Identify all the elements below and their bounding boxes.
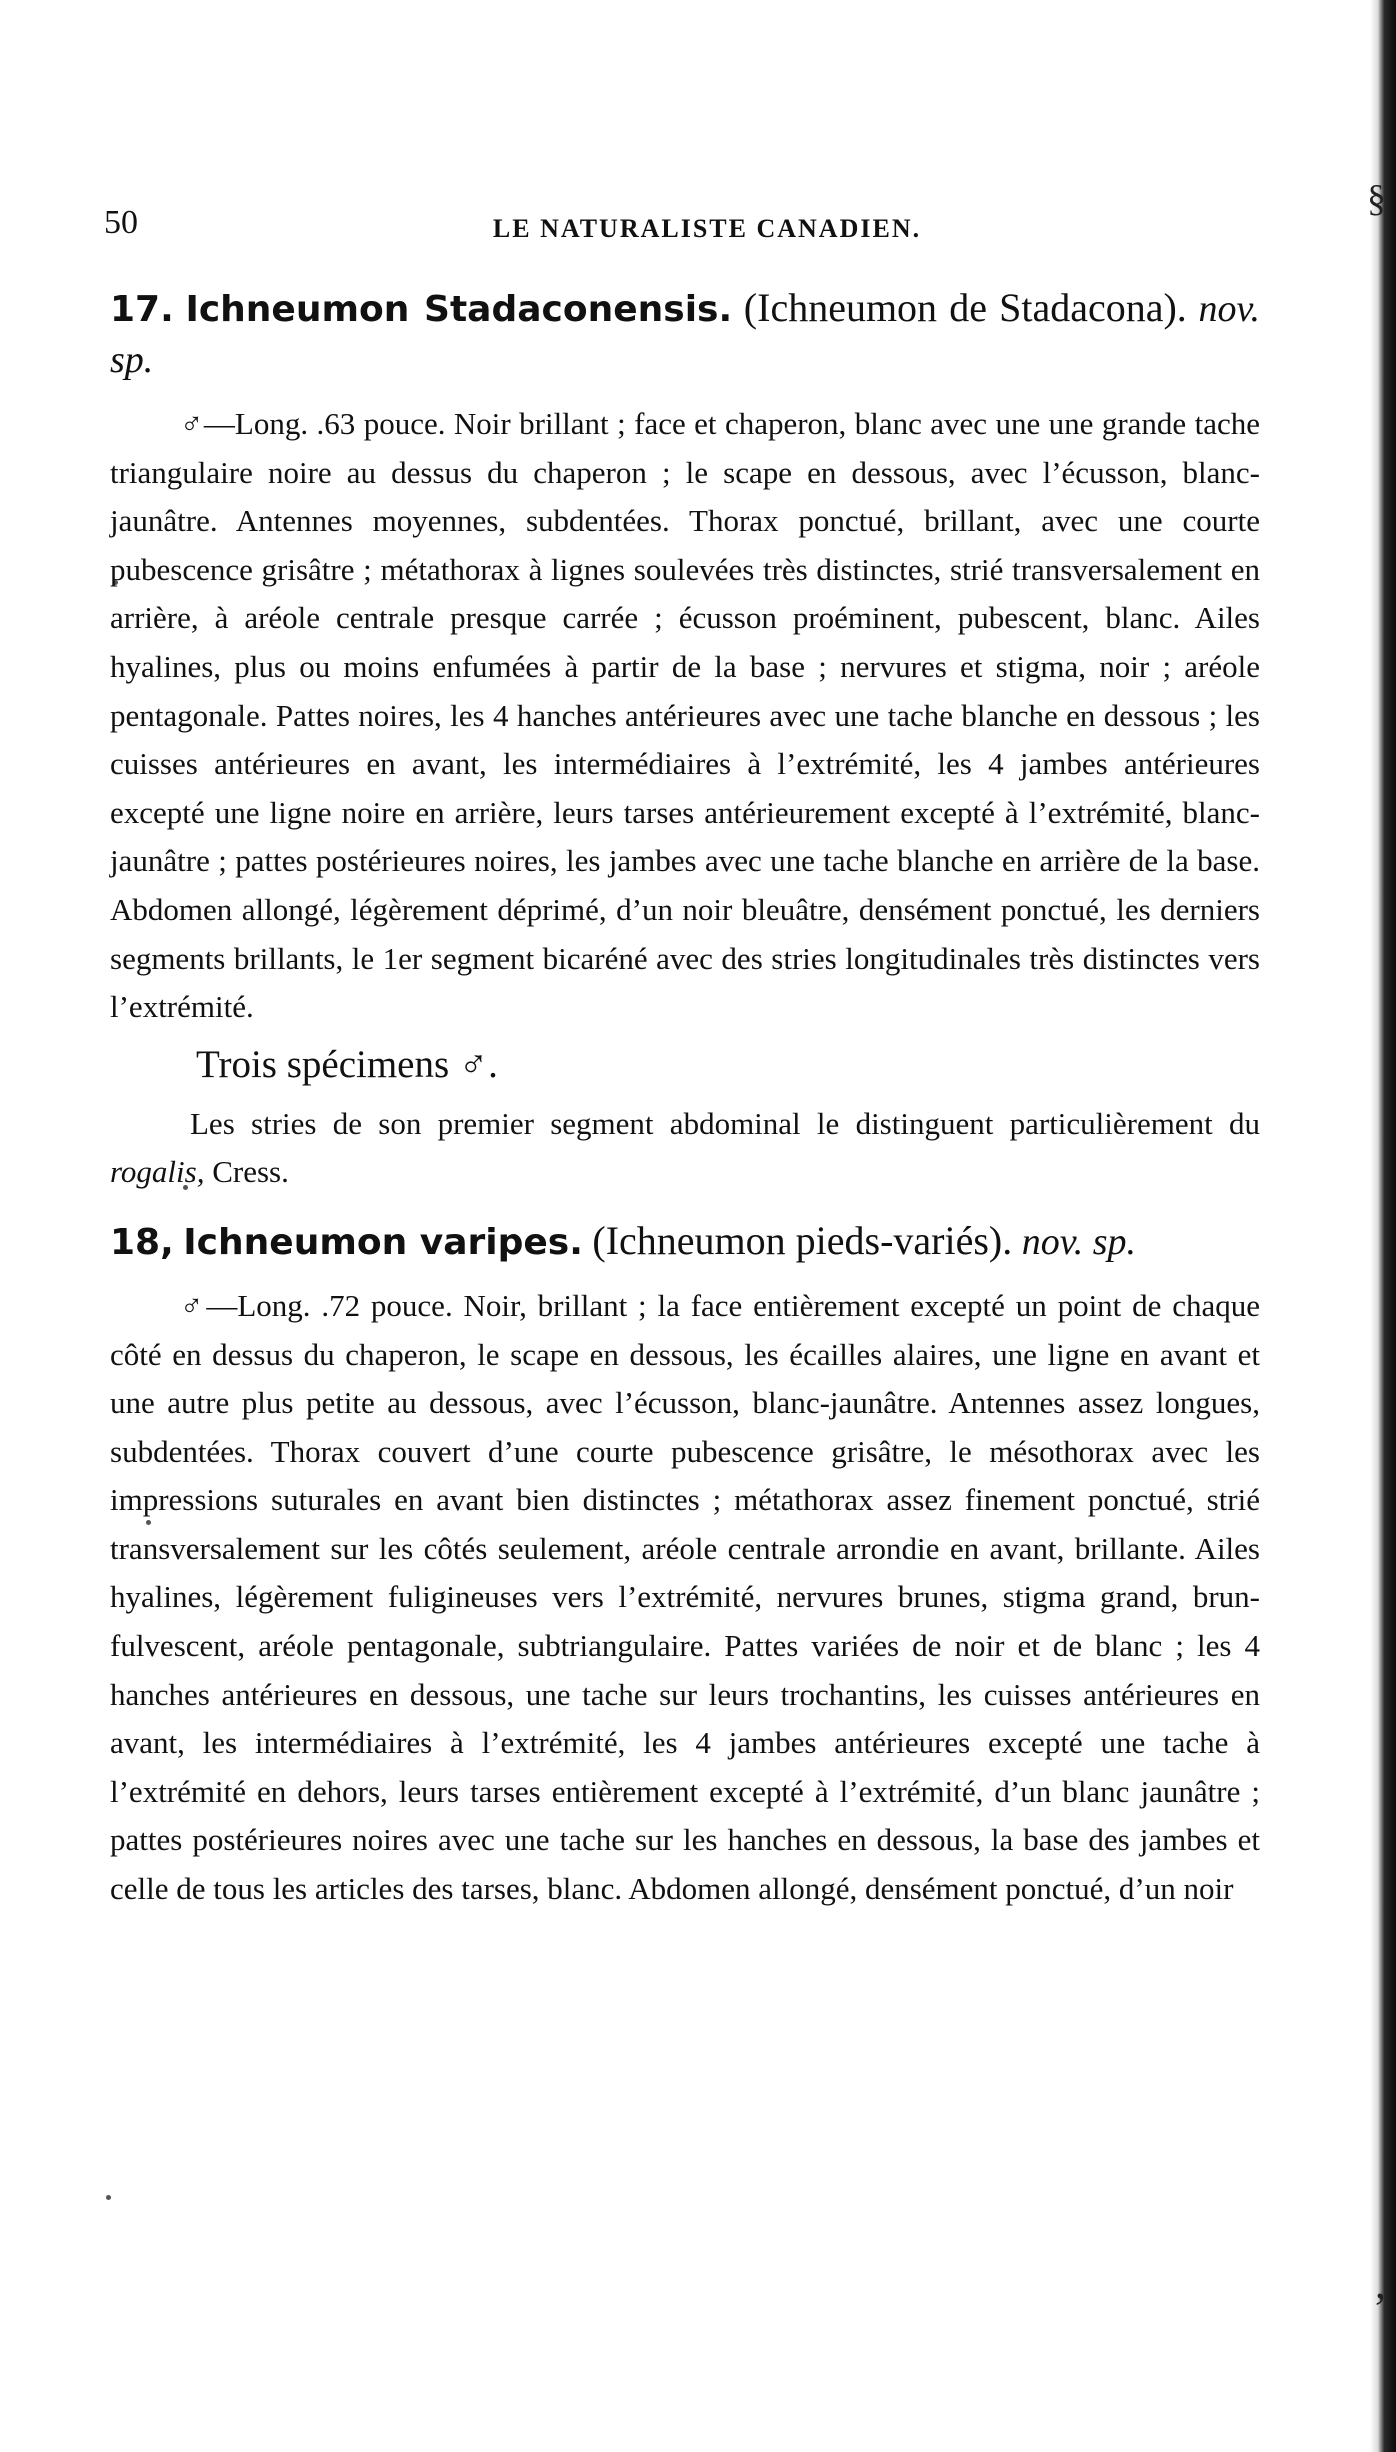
- species-17-heading: [110, 282, 1260, 386]
- species-17-common-name: (Ichneumon de Stadacona).: [743, 285, 1187, 330]
- species-18-name: Ichneumon varipes.: [183, 1221, 583, 1263]
- margin-mark-bottom: ,: [1375, 2259, 1386, 2308]
- page-number: 50: [104, 204, 138, 241]
- species-17-remark-text: Les stries de son premier segment abdominal le distinguent particulièrement du: [190, 1105, 1260, 1141]
- species-17-specimens: Trois spécimens ♂.: [196, 1042, 498, 1086]
- running-head: LE NATURALISTE CANADIEN.: [492, 214, 922, 243]
- species-17-remark: [110, 1100, 1260, 1197]
- ink-speck: [106, 2195, 111, 2200]
- page-body: [110, 282, 1260, 1914]
- species-17-status: nov. sp.: [110, 288, 1261, 381]
- species-18-status: nov. sp.: [1021, 1220, 1137, 1263]
- page-edge-shadow: [1370, 0, 1396, 2452]
- margin-mark-top: §: [1367, 178, 1386, 220]
- species-18-heading: [110, 1215, 1260, 1268]
- page-header: [104, 204, 1310, 248]
- species-17-description: ♂—Long. .63 pouce. Noir brillant ; face et chaperon, blanc avec une une grande tache triangulaire noire au dessus du chaperon ; le scape en dessous, avec l’écusson, blanc-jaunâtre. Antennes moyennes, subdentées. Thorax ponctué, brillant, avec une courte pubescence grisâtre ; métathorax à lignes soulevées très distinctes, strié transversalement en arrière, à aréole centrale presque carrée ; écusson proéminent, pubescent, blanc. Ailes hyalines, plus ou moins enfumées à partir de la base ; nervures et stigma, noir ; aréole pentagonale. Pattes noires, les 4 hanches antérieures avec une tache blanche en dessous ; les cuisses antérieures en avant, les intermédiaires à l’extrémité, les 4 jambes antérieures excepté une ligne noire en arrière, leurs tarses antérieurement excepté à l’extrémité, blanc-jaunâtre ; pattes postérieures noires, les jambes avec une tache blanche en arrière de la base. Abdomen allongé, légèrement déprimé, d’un noir bleuâtre, densément ponctué, les derniers segments brillants, le 1er segment bicaréné avec des stries longitudinales très distinctes vers l’extrémité.: [110, 406, 1260, 1025]
- species-17-remark-species: rogalis,: [110, 1154, 205, 1190]
- species-17-number: 17.: [110, 289, 174, 330]
- species-17-name: Ichneumon Stadaconensis.: [185, 289, 733, 330]
- species-18-common-name: (Ichneumon pieds-variés).: [592, 1217, 1013, 1263]
- species-18-number: 18,: [110, 1221, 174, 1263]
- species-18-description: ♂—Long. .72 pouce. Noir, brillant ; la face entièrement excepté un point de chaque côté en dessus du chaperon, le scape en dessous, les écailles alaires, une ligne en avant et une autre plus petite au dessous, avec l’écusson, blanc-jaunâtre. Antennes assez longues, subdentées. Thorax couvert d’une courte pubescence grisâtre, le mésothorax avec les impressions suturales en avant bien distinctes ; métathorax assez finement ponctué, strié transversalement sur les côtés seulement, aréole centrale arrondie en avant, brillante. Ailes hyalines, légèrement fuligineuses vers l’extrémité, nervures brunes, stigma grand, brun-fulvescent, aréole pentagonale, subtriangulaire. Pattes variées de noir et de blanc ; les 4 hanches antérieures en dessous, une tache sur leurs trochantins, les cuisses antérieures en avant, les intermédiaires à l’extrémité, les 4 jambes antérieures excepté une tache à l’extrémité en dehors, leurs tarses entièrement excepté à l’extrémité, d’un blanc jaunâtre ; pattes postérieures noires avec une tache sur les hanches en dessous, la base des jambes et celle de tous les articles des tarses, blanc. Abdomen allongé, densément ponctué, d’un noir: [110, 1287, 1260, 1907]
- species-17-remark-author: Cress.: [212, 1154, 289, 1190]
